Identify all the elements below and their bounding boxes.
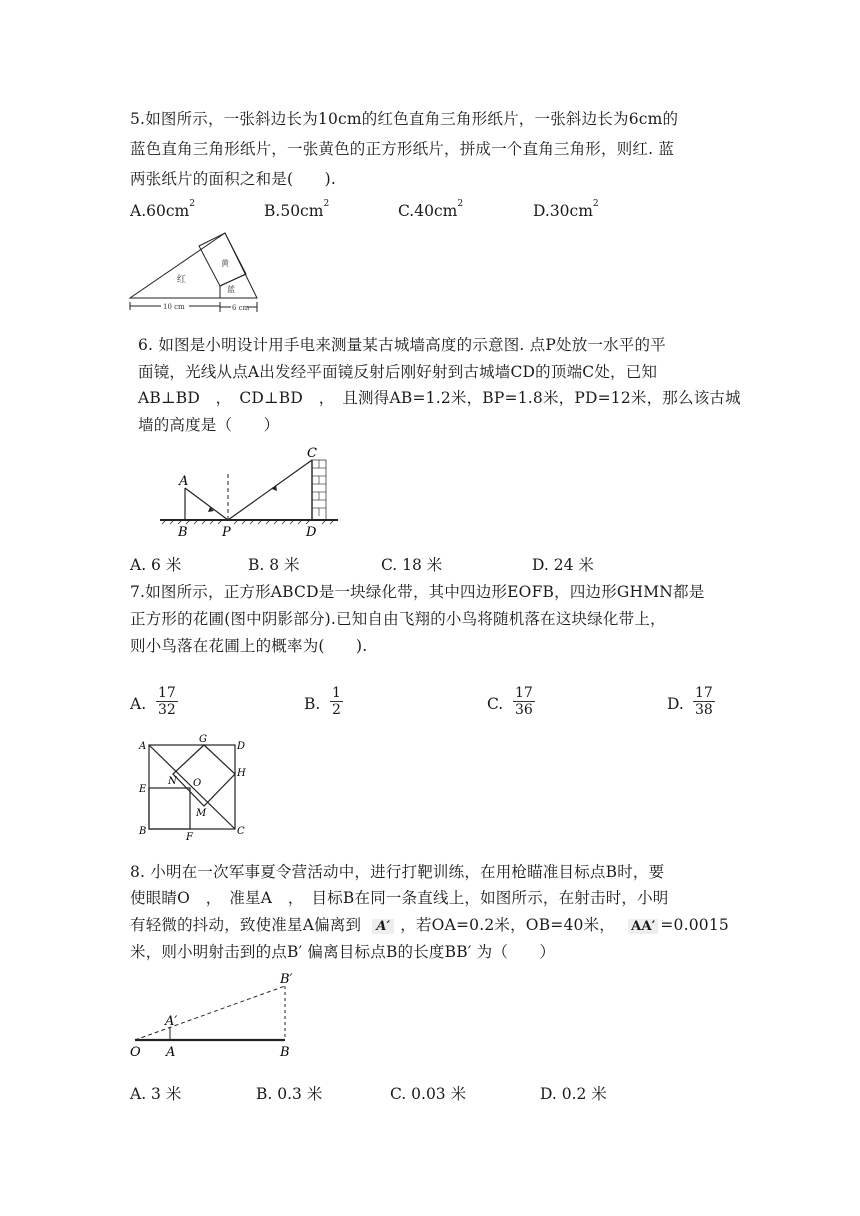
q8-line-3: 有轻微的抖动，致使准星A偏离到 A′ ，若OA=0.2米，OB=40米， AA′ =0.0015 [130,916,729,934]
q5-line-3: 两张纸片的面积之和是( ). [130,170,337,188]
svg-text:A: A [166,1045,176,1060]
q6-option-c[interactable]: C. 18 米 [381,556,443,574]
q5-option-d[interactable]: $D.30cm^2$ [533,199,599,220]
q6-line-4: 墙的高度是（ ） [138,416,280,434]
q5-option-c[interactable]: $C.40cm^2$ [398,199,464,220]
q6-label-a: A [179,474,189,489]
q7-line-1: 7.如图所示，正方形ABCD是一块绿化带，其中四边形EOFB，四边形GHMN都是 [130,583,705,601]
q7-line-3: 则小鸟落在花圃上的概率为( ). [130,637,368,655]
q8-line-4: 米，则小明射击到的点B′ 偏离目标点B的长度BB′ 为（ ） [130,943,556,961]
svg-text:D: D [237,741,246,752]
q6-line-1: 6. 如图是小明设计用手电来测量某古城墙高度的示意图. 点P处放一水平的平 [138,336,666,354]
q6-line-2: 面镜，光线从点A出发经平面镜反射后刚好射到古城墙CD的顶端C处，已知 [138,363,658,381]
q6-option-d[interactable]: D. 24 米 [532,556,594,574]
svg-text:C: C [237,826,245,837]
q7-square-ghmn [173,745,235,806]
q5-label-yellow: 黄 [221,259,229,268]
q6-label-p: P [222,525,231,540]
q6-figure [150,440,350,540]
q8-line-2: 使眼睛O ， 准星A ， 目标B在同一条直线上，如图所示，在射击时，小明 [130,889,669,907]
q5-option-b[interactable]: $B.50cm^2$ [264,199,330,220]
q8-option-a[interactable]: A. 3 米 [130,1085,182,1103]
q5-dim-6cm: 6 cm [232,304,250,312]
q5-line-2: 蓝色直角三角形纸片，一张黄色的正方形纸片，拼成一个直角三角形，则红. 蓝 [130,140,675,158]
q5-dim-10cm: 10 cm [163,303,185,311]
svg-text:E: E [139,784,147,795]
q6-label-c: C [307,446,317,461]
svg-text:F: F [186,832,193,840]
q7-figure [132,730,262,840]
svg-text:A: A [139,741,147,752]
q6-line-3: AB⊥BD ， CD⊥BD ， 且测得AB=1.2米，BP=1.8米，PD=12米，那么该古城 [138,389,741,407]
svg-text:G: G [199,734,207,745]
q7-square-eofb [149,788,190,829]
q7-line-2: 正方形的花圃(图中阴影部分).已知自由飞翔的小鸟将随机落在这块绿化带上， [130,610,666,628]
q8-option-b[interactable]: B. 0.3 米 [256,1085,323,1103]
svg-text:B: B [280,1045,290,1060]
q6-option-b[interactable]: B. 8 米 [248,556,300,574]
q6-option-a[interactable]: A. 6 米 [130,556,182,574]
svg-text:A′: A′ [165,1014,178,1029]
q5-option-a[interactable]: $A.60cm^2$ [130,199,195,220]
svg-text:O: O [130,1045,141,1060]
q6-label-d: D [306,525,317,540]
q8-aa-prime-image: AA′ [628,919,658,934]
q5-figure [125,228,265,316]
q8-line-1: 8. 小明在一次军事夏令营活动中，进行打靶训练，在用枪瞄准目标点B时，要 [130,863,665,881]
svg-text:B′: B′ [280,972,293,987]
svg-text:M: M [196,808,207,819]
q6-label-b: B [178,525,188,540]
svg-text:N: N [168,776,177,787]
q8-figure [125,968,305,1063]
q5-line-1: 5.如图所示，一张斜边长为10cm的红色直角三角形纸片，一张斜边长为6cm的 [130,110,679,128]
q8-a-prime-image: A′ [372,919,394,934]
q8-option-c[interactable]: C. 0.03 米 [390,1085,467,1103]
svg-text:B: B [139,826,147,837]
q5-label-red: 红 [177,275,187,285]
svg-text:H: H [237,768,246,779]
svg-text:O: O [193,778,202,789]
q5-label-blue: 蓝 [227,285,235,294]
q5-big-triangle [130,233,257,298]
q8-option-d[interactable]: D. 0.2 米 [540,1085,607,1103]
